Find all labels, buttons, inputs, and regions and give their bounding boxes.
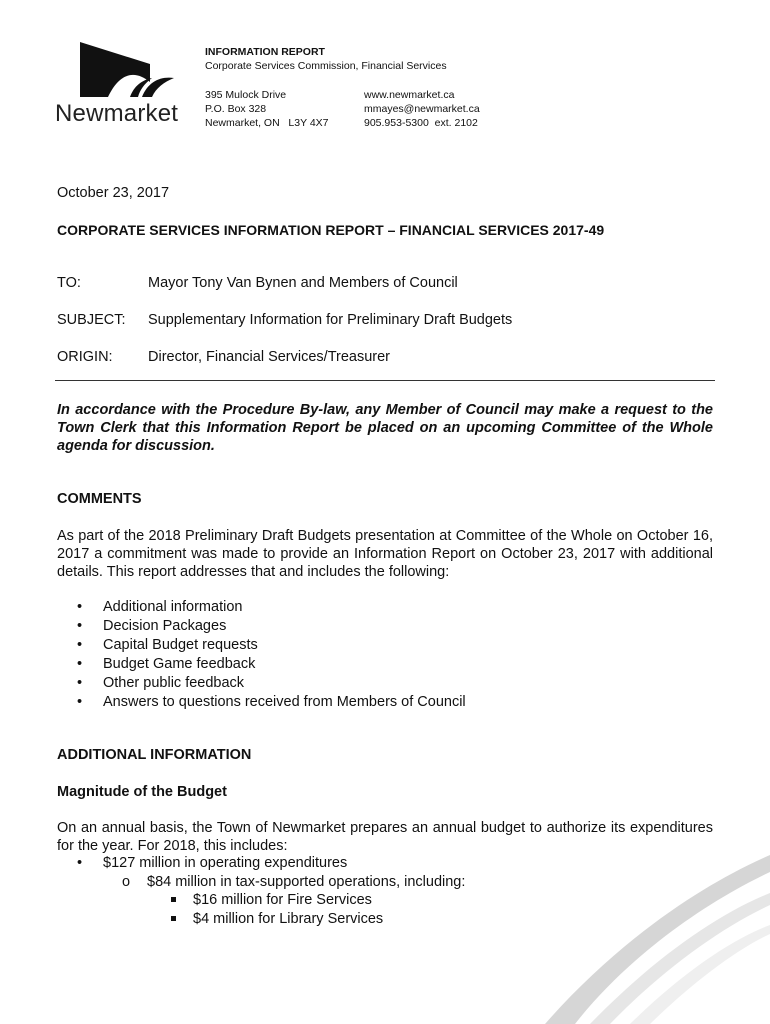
phone-line: 905.953-5300 ext. 2102 (364, 117, 478, 129)
address-line: 395 Mulock Drive (205, 89, 287, 101)
comments-list (57, 598, 697, 712)
list-item: • Additional information (57, 598, 697, 617)
bullet-icon: • (77, 855, 83, 871)
magnitude-subheading: Magnitude of the Budget (57, 784, 227, 800)
circle-bullet-icon: o (122, 873, 131, 890)
field-value: Supplementary Information for Preliminary Draft Budgets (148, 312, 513, 328)
report-title: CORPORATE SERVICES INFORMATION REPORT – FINANCIAL SERVICES 2017-49 (57, 222, 605, 238)
level1-text: $127 million in operating expenditures (103, 855, 348, 871)
website-link[interactable]: www.newmarket.ca (364, 89, 455, 101)
field-label: TO: (57, 275, 81, 291)
logo-wordmark: Newmarket (55, 100, 179, 127)
level3-text: $16 million for Fire Services (193, 892, 372, 908)
field-value: Mayor Tony Van Bynen and Members of Council (148, 275, 458, 291)
level2-text: $84 million in tax-supported operations, including: (147, 873, 466, 890)
newmarket-logo (55, 42, 180, 128)
magnitude-paragraph: On an annual basis, the Town of Newmarket prepares an annual budget to authorize its expenditures for the year. For 2018, this includes: (57, 820, 713, 854)
field-label: SUBJECT: (57, 312, 126, 328)
budget-breakdown (77, 854, 697, 928)
report-type: INFORMATION REPORT (205, 46, 325, 58)
list-item: • Decision Packages (57, 617, 697, 636)
address-block (205, 88, 365, 130)
level3-item (77, 910, 697, 929)
address-line: P.O. Box 328 (205, 103, 267, 115)
field-to (57, 275, 717, 312)
level1-item (77, 854, 697, 873)
field-value: Director, Financial Services/Treasurer (148, 349, 391, 365)
list-item: • Answers to questions received from Members of Council (57, 693, 697, 712)
list-item: • Other public feedback (57, 674, 697, 693)
email-link[interactable]: mmayes@newmarket.ca (364, 103, 480, 115)
contact-block (364, 88, 564, 130)
newmarket-logo-mark (80, 42, 180, 100)
comments-paragraph: As part of the 2018 Preliminary Draft Budgets presentation at Committee of the Whole on October 16, 2017 a commitment was made to provide an Information Report on October 23, 2017 with additional details. This report addresses that and includes the following: (57, 528, 713, 580)
list-item: • Budget Game feedback (57, 655, 697, 674)
additional-heading: ADDITIONAL INFORMATION (57, 747, 252, 763)
level2-item (77, 873, 697, 892)
level3-text: $4 million for Library Services (193, 910, 384, 927)
memo-fields (57, 275, 717, 379)
procedure-notice: In accordance with the Procedure By-law, any Member of Council may make a request to the Town Clerk that this Information Report be placed on an upcoming Committee of the Whole agenda for discussion. (57, 402, 713, 454)
field-label: ORIGIN: (57, 349, 113, 365)
divider (55, 380, 715, 381)
field-subject (57, 312, 717, 349)
address-line: Newmarket, ON L3Y 4X7 (205, 117, 329, 129)
square-bullet-icon (171, 897, 176, 902)
level3-item (77, 891, 697, 910)
comments-heading: COMMENTS (57, 491, 142, 507)
report-date: October 23, 2017 (57, 185, 170, 201)
header-block (205, 45, 525, 73)
square-bullet-icon (171, 916, 176, 921)
commission-line: Corporate Services Commission, Financial Services (205, 60, 447, 72)
field-origin (57, 349, 717, 379)
list-item: • Capital Budget requests (57, 636, 697, 655)
